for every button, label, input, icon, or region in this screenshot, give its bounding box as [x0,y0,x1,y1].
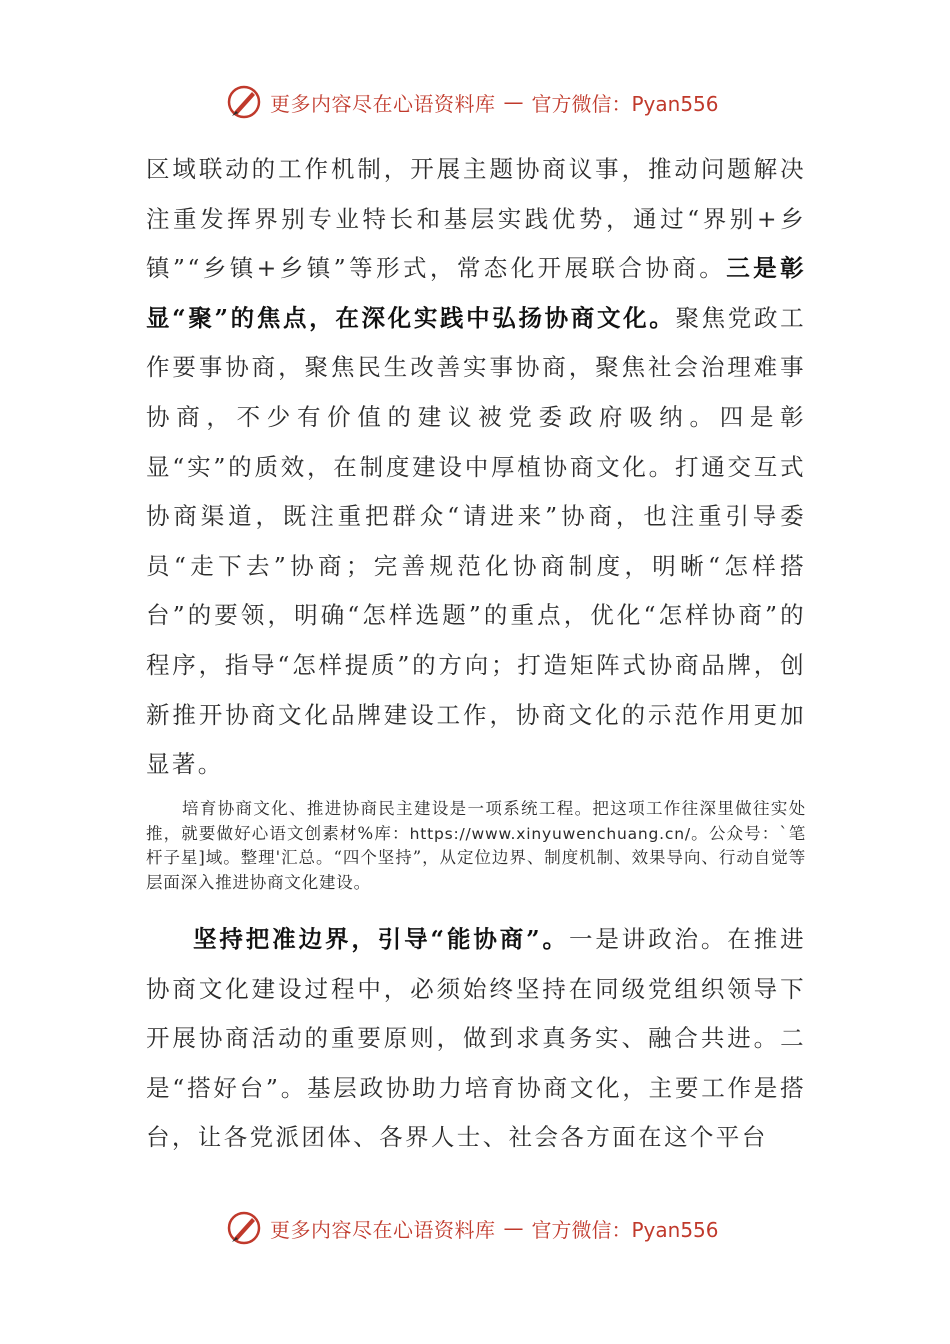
bold-heading-three: 三是彰显“聚”的焦点，在深化实践中弘扬协商文化。 [146,254,807,332]
inserted-note [146,797,806,895]
body-paragraph-2 [146,915,806,1163]
footer-banner [226,1208,719,1248]
bold-heading-boundary: 坚持把准边界，引导“能协商”。 [193,925,569,953]
paragraph-text: 聚焦党政工作要事协商，聚焦民生改善实事协商，聚焦社会治理难事协商，不少有价值的建议被党委政府吸纳。四是彰显“实”的质效，在制度建设中厚植协商文化。打通交互式协商渠道，既注重把群众“请进来”协商，也注重引导委员“走下去”协商；完善规范化协商制度，明晰“怎样搭台”的要领，明确“怎样选题”的重点，优化“怎样协商”的程序，指导“怎样提质”的方向；打造矩阵式协商品牌，创新推开协商文化品牌建设工作，协商文化的示范作用更加显著。 [146,303,807,779]
note-url: https://www.xinyuwenchuang.cn/ [409,824,691,843]
header-banner [226,82,719,122]
note-text: 。公众号：`笔杆子星]域。整理'汇总。“四个坚持”，从定位边界、制度机制、效果导向、行动自觉等层面深入推进协商文化建设。 [146,823,806,892]
pen-circle-logo-icon [226,84,262,120]
banner-wechat: 官方微信：Pyan556 [531,91,719,116]
banner-title: 更多内容尽在心语资料库 [270,1217,496,1242]
body-paragraph-1 [146,145,806,790]
note-text: 培育协商文化、推进协商民主建设是一项系统工程。把这项工作往深里做往实处推，就要做好心语文创素材%库： [146,799,806,843]
pen-circle-logo-icon [226,1210,262,1246]
paragraph-text: 一是讲政治。在推进协商文化建设过程中，必须始终坚持在同级党组织领导下开展协商活动的重要原则，做到求真务实、融合共进。二是“搭好台”。基层政协助力培育协商文化，主要工作是搭台，让各党派团体、各界人士、社会各方面在这个平台 [146,925,806,1152]
paragraph-text: 区域联动的工作机制，开展主题协商议事，推动问题解决注重发挥界别专业特长和基层实践优势，通过“界别+乡镇”“乡镇+乡镇”等形式，常态化开展联合协商。 [146,155,806,283]
banner-dash: — [503,90,524,114]
banner-title: 更多内容尽在心语资料库 [270,91,496,116]
banner-dash: — [503,1216,524,1240]
banner-wechat: 官方微信：Pyan556 [531,1217,719,1242]
